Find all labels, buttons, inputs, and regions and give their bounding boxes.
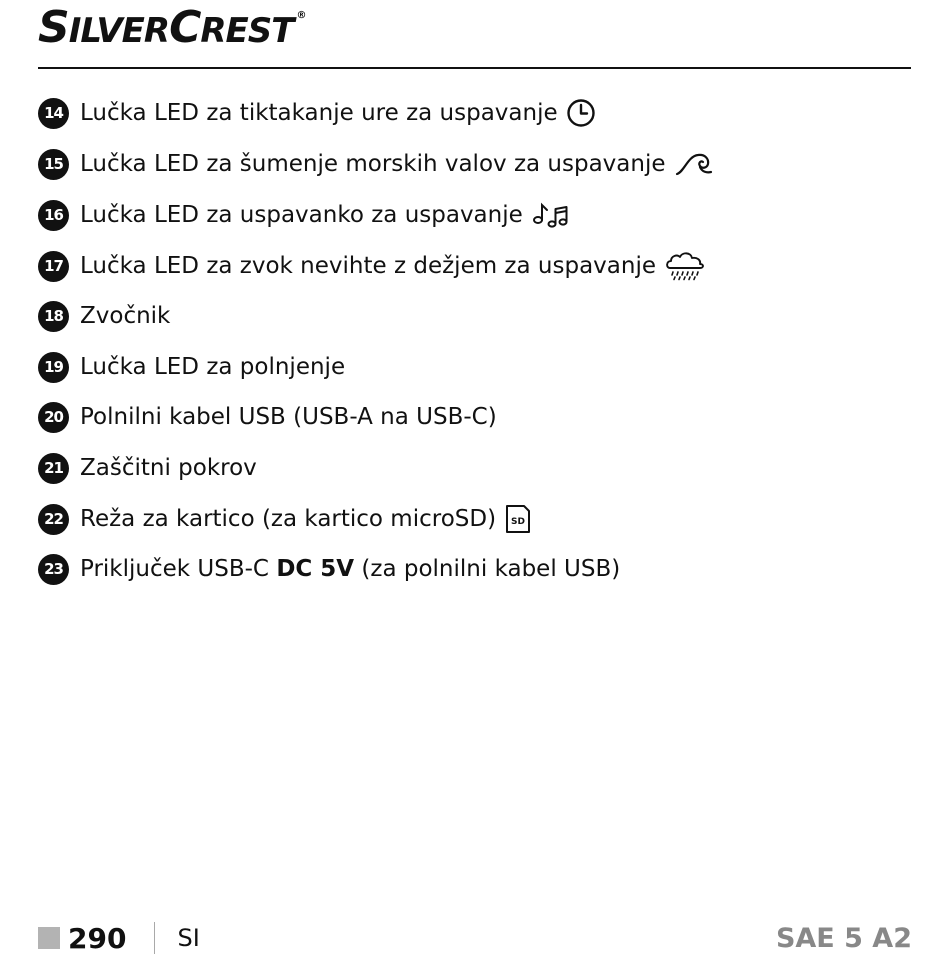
list-item [38, 249, 706, 283]
item-number: 17 [38, 251, 69, 282]
item-number: 21 [38, 453, 69, 484]
item-text: Zaščitni pokrov [80, 455, 257, 481]
item-number: 14 [38, 98, 69, 129]
item-number: 20 [38, 402, 69, 433]
list-item [38, 96, 596, 130]
sd-card-label: SD [511, 517, 526, 527]
language-code: SI [177, 924, 200, 952]
item-text: Lučka LED za šumenje morskih valov za uspavanje [80, 151, 666, 177]
item-number: 16 [38, 200, 69, 231]
music-notes-icon [531, 200, 571, 230]
model-number: SAE 5 A2 [775, 922, 912, 954]
item-text: Lučka LED za zvok nevihte z dežjem za uspavanje [80, 253, 656, 279]
footer-square-marker [38, 927, 60, 949]
list-item [38, 350, 345, 384]
clock-icon [566, 98, 596, 128]
list-item [38, 502, 532, 536]
item-text: Reža za kartico (za kartico microSD) [80, 506, 497, 532]
item-text: Zvočnik [80, 303, 171, 329]
header-rule [38, 67, 911, 69]
item-number: 19 [38, 352, 69, 383]
list-item [38, 552, 620, 586]
list-item [38, 198, 571, 232]
item-number: 18 [38, 301, 69, 332]
list-item [38, 147, 714, 181]
brand-logo-text: S [38, 2, 69, 53]
footer-divider [154, 922, 155, 954]
sd-card-icon [504, 503, 532, 535]
list-item [38, 400, 497, 434]
item-text: Lučka LED za tiktakanje ure za uspavanje [80, 100, 558, 126]
item-number: 23 [38, 554, 69, 585]
item-text: Lučka LED za uspavanko za uspavanje [80, 202, 523, 228]
registered-mark: ® [296, 10, 306, 21]
item-text-after: (za polnilni kabel USB) [354, 556, 621, 582]
brand-logo-text-small: ILVER [68, 11, 170, 51]
brand-logo [38, 2, 305, 53]
brand-logo-text-small-2: REST [200, 11, 294, 51]
list-item [38, 451, 257, 485]
wave-icon [674, 150, 714, 178]
item-text [80, 556, 620, 582]
item-text: Lučka LED za polnjenje [80, 354, 346, 380]
list-item [38, 299, 170, 333]
item-text-before: Priključek USB-C [80, 556, 277, 582]
brand-logo-text-2: C [169, 2, 201, 53]
rain-cloud-icon [664, 251, 706, 281]
item-text-bold: DC 5V [276, 556, 355, 582]
item-number: 15 [38, 149, 69, 180]
item-text: Polnilni kabel USB (USB-A na USB-C) [80, 404, 497, 430]
page-number: 290 [68, 921, 127, 955]
footer-left [38, 918, 200, 958]
item-number: 22 [38, 504, 69, 535]
